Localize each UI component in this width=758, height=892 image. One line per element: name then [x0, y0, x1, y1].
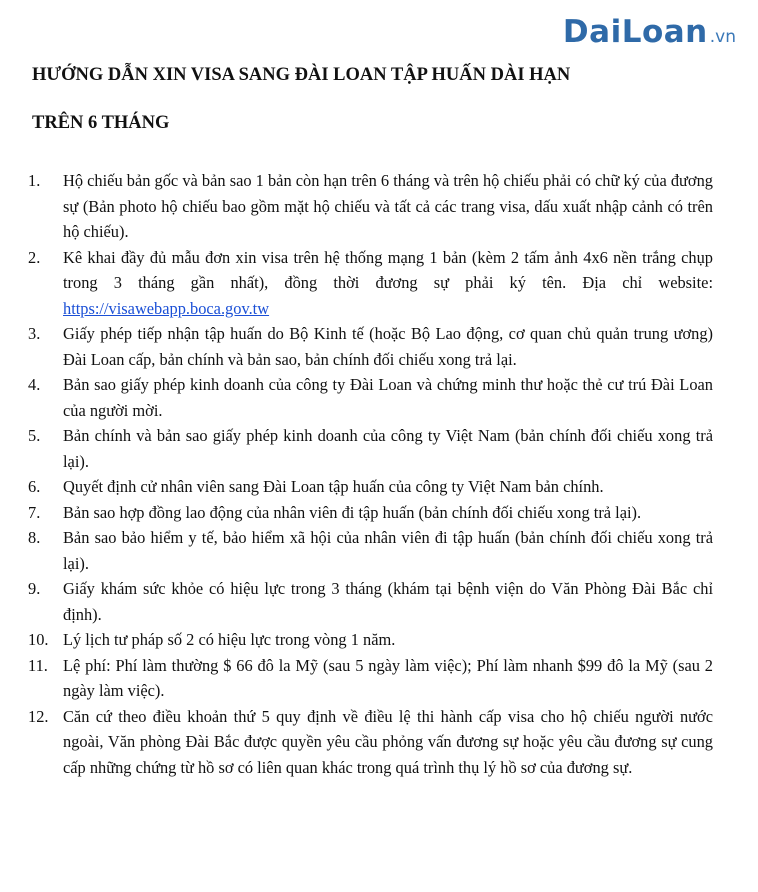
list-item-number: 9. — [28, 579, 41, 598]
list-item — [0, 627, 713, 653]
requirements-list — [0, 168, 758, 780]
list-item — [0, 168, 713, 245]
site-logo[interactable] — [563, 14, 736, 50]
list-item — [0, 423, 713, 474]
list-item-text: Quyết định cử nhân viên sang Đài Loan tập huấn của công ty Việt Nam bản chính. — [63, 477, 604, 496]
list-item-number: 1. — [28, 171, 41, 190]
list-item — [0, 474, 713, 500]
list-item — [0, 704, 713, 781]
document-title-line-1: HƯỚNG DẪN XIN VISA SANG ĐÀI LOAN TẬP HUẤN DÀI HẠN — [32, 65, 571, 85]
list-item-number: 8. — [28, 528, 41, 547]
list-item-text: Bản sao hợp đồng lao động của nhân viên đi tập huấn (bản chính đối chiếu xong trả lại). — [63, 502, 642, 522]
list-item-text: Bản chính và bản sao giấy phép kinh doanh của công ty Việt Nam (bản chính đối chiếu xong trả lại). — [63, 426, 713, 471]
list-item-number: 6. — [28, 477, 41, 496]
list-item — [0, 321, 713, 372]
list-item-number: 7. — [28, 502, 41, 522]
list-item-text: Giấy phép tiếp nhận tập huấn do Bộ Kinh tế (hoặc Bộ Lao động, cơ quan chủ quản trung ương) Đài Loan cấp, bản chính và bản sao, bản chính đối chiếu xong trả lại. — [63, 324, 713, 369]
list-item — [0, 372, 713, 423]
list-item-number: 10. — [28, 630, 49, 649]
list-item-number: 2. — [28, 247, 41, 267]
list-item-text: Hộ chiếu bản gốc và bản sao 1 bản còn hạn trên 6 tháng và trên hộ chiếu phải có chữ ký của đương sự (Bản photo hộ chiếu bao gồm mặt hộ chiếu và tất cả các trang visa, dấu xuất nhập cảnh có trên hộ chiếu). — [63, 171, 713, 241]
list-item-text: Bản sao bảo hiểm y tế, bảo hiểm xã hội của nhân viên đi tập huấn (bản chính đối chiếu xong trả lại). — [63, 528, 713, 573]
list-item-number: 12. — [28, 706, 49, 726]
list-item-text: Kê khai đầy đủ mẫu đơn xin visa trên hệ thống mạng 1 bản (kèm 2 tấm ảnh 4x6 nền trắng chụp trong 3 tháng gần nhất), đồng thời đương sự phải ký tên. Địa chỉ website: — [63, 247, 713, 292]
list-item-text: Giấy khám sức khỏe có hiệu lực trong 3 tháng (khám tại bệnh viện do Văn Phòng Đài Bắc chỉ định). — [63, 579, 713, 624]
list-item-number: 5. — [28, 426, 41, 445]
list-item-text: Căn cứ theo điều khoản thứ 5 quy định về điều lệ thi hành cấp visa cho hộ chiếu người nước ngoài, Văn phòng Đài Bắc được quyền yêu cầu phỏng vấn đương sự hoặc yêu cầu đương sự cung cấp những chứng từ hồ sơ có liên quan khác trong quá trình thụ lý hồ sơ của đương sự. — [63, 706, 713, 777]
list-item-text: Lý lịch tư pháp số 2 có hiệu lực trong vòng 1 năm. — [63, 630, 396, 649]
list-item-text: Lệ phí: Phí làm thường $ 66 đô la Mỹ (sau 5 ngày làm việc); Phí làm nhanh $99 đô la Mỹ (sau 2 ngày làm việc). — [63, 655, 713, 700]
logo-wordmark: DaiLoan — [562, 14, 708, 50]
list-item — [0, 500, 713, 526]
list-item — [0, 525, 713, 576]
list-item — [0, 576, 713, 627]
list-item — [0, 245, 713, 322]
list-item-number: 4. — [28, 375, 41, 394]
list-item-number: 11. — [28, 655, 48, 675]
list-item — [0, 653, 713, 704]
logo-domain-suffix: .vn — [709, 27, 736, 47]
document-title-line-2: TRÊN 6 THÁNG — [32, 113, 170, 133]
list-item-number: 3. — [28, 324, 41, 343]
visa-website-link[interactable]: https://visawebapp.boca.gov.tw — [63, 298, 270, 318]
list-item-text: Bản sao giấy phép kinh doanh của công ty Đài Loan và chứng minh thư hoặc thẻ cư trú Đài Loan của người mời. — [63, 375, 713, 420]
